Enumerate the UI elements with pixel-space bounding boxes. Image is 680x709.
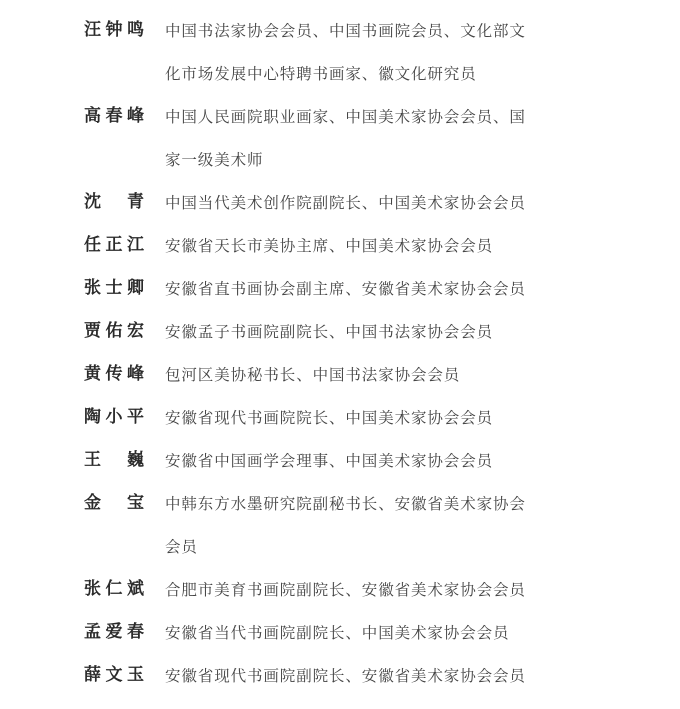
- member-name: 孟爱春: [84, 622, 144, 642]
- member-titles: [165, 666, 595, 709]
- member-title-line: 安徽省现代书画院院长、中国美术家协会会员: [165, 409, 494, 427]
- member-titles: [165, 408, 595, 451]
- member-titles: [165, 494, 595, 580]
- member-name: 任正江: [84, 235, 144, 255]
- member-title-line: 中国书法家协会会员、中国书画院会员、文化部文: [165, 22, 526, 40]
- member-name: 陶小平: [84, 407, 144, 427]
- member-title-line: 安徽省直书画协会副主席、安徽省美术家协会会员: [165, 280, 526, 298]
- member-titles: [165, 623, 595, 666]
- member-name: 贾佑宏: [84, 321, 144, 341]
- member-titles: [165, 580, 595, 623]
- member-titles: [165, 451, 595, 494]
- member-title-line: 中韩东方水墨研究院副秘书长、安徽省美术家协会: [165, 495, 526, 513]
- member-title-line: 包河区美协秘书长、中国书法家协会会员: [165, 366, 461, 384]
- member-titles: [165, 193, 595, 236]
- member-title-line: 合肥市美育书画院副院长、安徽省美术家协会会员: [165, 581, 526, 599]
- member-titles: [165, 322, 595, 365]
- member-title-line: 中国人民画院职业画家、中国美术家协会会员、国: [165, 108, 526, 126]
- member-name: 张士卿: [84, 278, 144, 298]
- member-name: 黄传峰: [84, 364, 144, 384]
- member-name: 汪钟鸣: [84, 20, 144, 40]
- member-titles: [165, 107, 595, 193]
- member-titles: [165, 365, 595, 408]
- member-title-line: 家一级美术师: [165, 151, 264, 169]
- member-title-line: 安徽省当代书画院副院长、中国美术家协会会员: [165, 624, 510, 642]
- member-name: 薛文玉: [84, 665, 144, 685]
- member-name: 王 巍: [84, 450, 144, 470]
- member-title-line: 安徽省天长市美协主席、中国美术家协会会员: [165, 237, 494, 255]
- member-name: 张仁斌: [84, 579, 144, 599]
- member-title-line: 安徽省现代书画院副院长、安徽省美术家协会会员: [165, 667, 526, 685]
- member-titles: [165, 279, 595, 322]
- member-titles: [165, 236, 595, 279]
- member-title-line: 安徽省中国画学会理事、中国美术家协会会员: [165, 452, 494, 470]
- member-titles: [165, 21, 595, 107]
- member-name: 沈 青: [84, 192, 144, 212]
- member-name: 金 宝: [84, 493, 144, 513]
- member-title-line: 会员: [165, 538, 198, 556]
- member-name: 高春峰: [84, 106, 144, 126]
- member-title-line: 中国当代美术创作院副院长、中国美术家协会会员: [165, 194, 526, 212]
- member-title-line: 安徽孟子书画院副院长、中国书法家协会会员: [165, 323, 494, 341]
- member-title-line: 化市场发展中心特聘书画家、徽文化研究员: [165, 65, 477, 83]
